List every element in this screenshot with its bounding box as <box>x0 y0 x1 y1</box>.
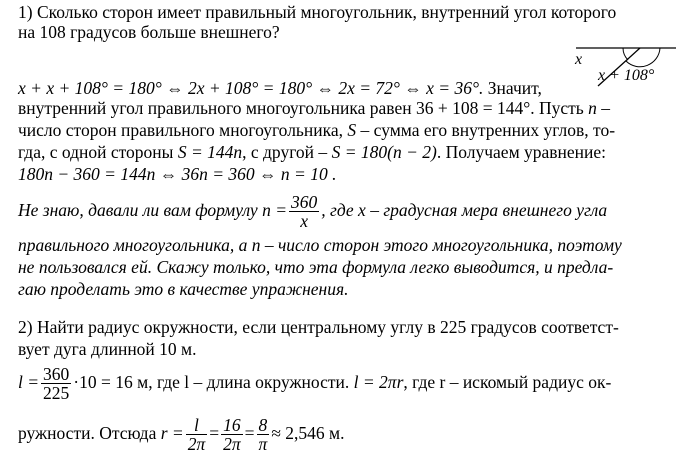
problem1-equation-line <box>18 78 542 98</box>
fraction-numerator: 16 <box>221 416 243 435</box>
math-n: n <box>588 98 597 118</box>
math-s: S <box>347 120 357 140</box>
note-line3: не пользовался ей. Скажу только, что эта формула легко выводится, и предла- <box>18 257 614 277</box>
diagram-label-angle: x + 108° <box>598 67 655 84</box>
fraction-360-225 <box>41 365 71 402</box>
text-segment: , где x – градусная мера внешнего угла <box>321 200 608 220</box>
formula-lhs: l = <box>18 372 40 392</box>
text-segment: , с другой – <box>242 142 328 162</box>
fraction-numerator: 8 <box>257 416 270 435</box>
formula-lhs: n = <box>262 200 288 220</box>
equation-angles: x + x + 108° = 180° ⇔ 2x + 108° = 180° ⇔ 2x = 72° ⇔ x = 36°. <box>18 78 484 98</box>
fraction-denominator: 2π <box>187 434 206 455</box>
text-segment: . Получаем уравнение: <box>436 142 607 162</box>
solution-line4 <box>18 142 606 162</box>
solution-line3 <box>18 120 615 140</box>
text-segment: Пусть <box>538 98 584 118</box>
text-segment: , где r – искомый радиус ок- <box>403 372 612 392</box>
fraction-denominator: π <box>258 434 268 455</box>
formula-fraction <box>289 193 319 230</box>
fraction-numerator: l <box>186 416 208 435</box>
solution-line2 <box>18 98 610 118</box>
math-s-180: S = 180(n − 2) <box>331 142 437 162</box>
fraction-numerator: 360 <box>43 364 70 385</box>
note-line1 <box>18 190 607 230</box>
result-value: ≈ 2,546 м. <box>271 423 345 443</box>
fraction-numerator: 360 <box>291 192 318 213</box>
math-l-2pir: l = 2πr <box>353 372 404 392</box>
text-segment: гда, с одной стороны <box>18 142 174 162</box>
note-line2: правильного многоугольника, а n – число сторон этого многоугольника, поэтому <box>18 235 622 255</box>
math-144: 36 + 108 = 144°. <box>415 98 535 118</box>
fraction-16-2pi <box>221 416 243 453</box>
fraction-denominator: 2π <box>223 434 241 455</box>
text-segment: Не знаю, давали ли вам формулу <box>18 200 258 220</box>
problem2-equation-line <box>18 362 611 402</box>
fraction-denominator: 225 <box>43 383 70 404</box>
diagram-label-x: x <box>575 51 583 68</box>
text-segment: ружности. Отсюда <box>18 423 157 443</box>
equation-tail: Значит, <box>487 78 542 98</box>
fraction-l-2pi <box>186 416 208 453</box>
text-segment: число сторон правильного многоугольника, <box>18 120 344 140</box>
problem1-title-line1: 1) Сколько сторон имеет правильный многоугольник, внутренний угол которого <box>18 2 617 22</box>
text-segment: – сумма его внутренних углов, то- <box>360 120 616 140</box>
solution-line5: 180n − 360 = 144n ⇔ 36n = 360 ⇔ n = 10 . <box>18 164 337 184</box>
problem2-title-line2: вует дуга длинной 10 м. <box>18 339 197 359</box>
text-segment: внутренний угол правильного многоугольника равен <box>18 98 412 118</box>
problem2-last-line: ружности. Отсюда r = $\frac{l}{2\pi}$ = $\frac{16}{2\pi}$ = $\frac{8}{\pi}$ ≈ 2,546 м. <box>18 415 345 455</box>
problem2-title-line1: 2) Найти радиус окружности, если центральному углу в 225 градусов соответст- <box>18 317 619 337</box>
fraction-8-pi <box>257 416 270 453</box>
formula-r: r = <box>160 423 184 443</box>
note-line4: гаю проделать это в качестве упражнения. <box>18 279 349 299</box>
problem1-title-line2: на 108 градусов больше внешнего? <box>18 22 280 42</box>
fraction-denominator: x <box>300 211 309 232</box>
text-segment: ·10 = 16 м, где l – длина окружности. <box>73 372 350 392</box>
text-segment: – <box>601 98 611 118</box>
math-s-144n: S = 144n <box>177 142 243 162</box>
